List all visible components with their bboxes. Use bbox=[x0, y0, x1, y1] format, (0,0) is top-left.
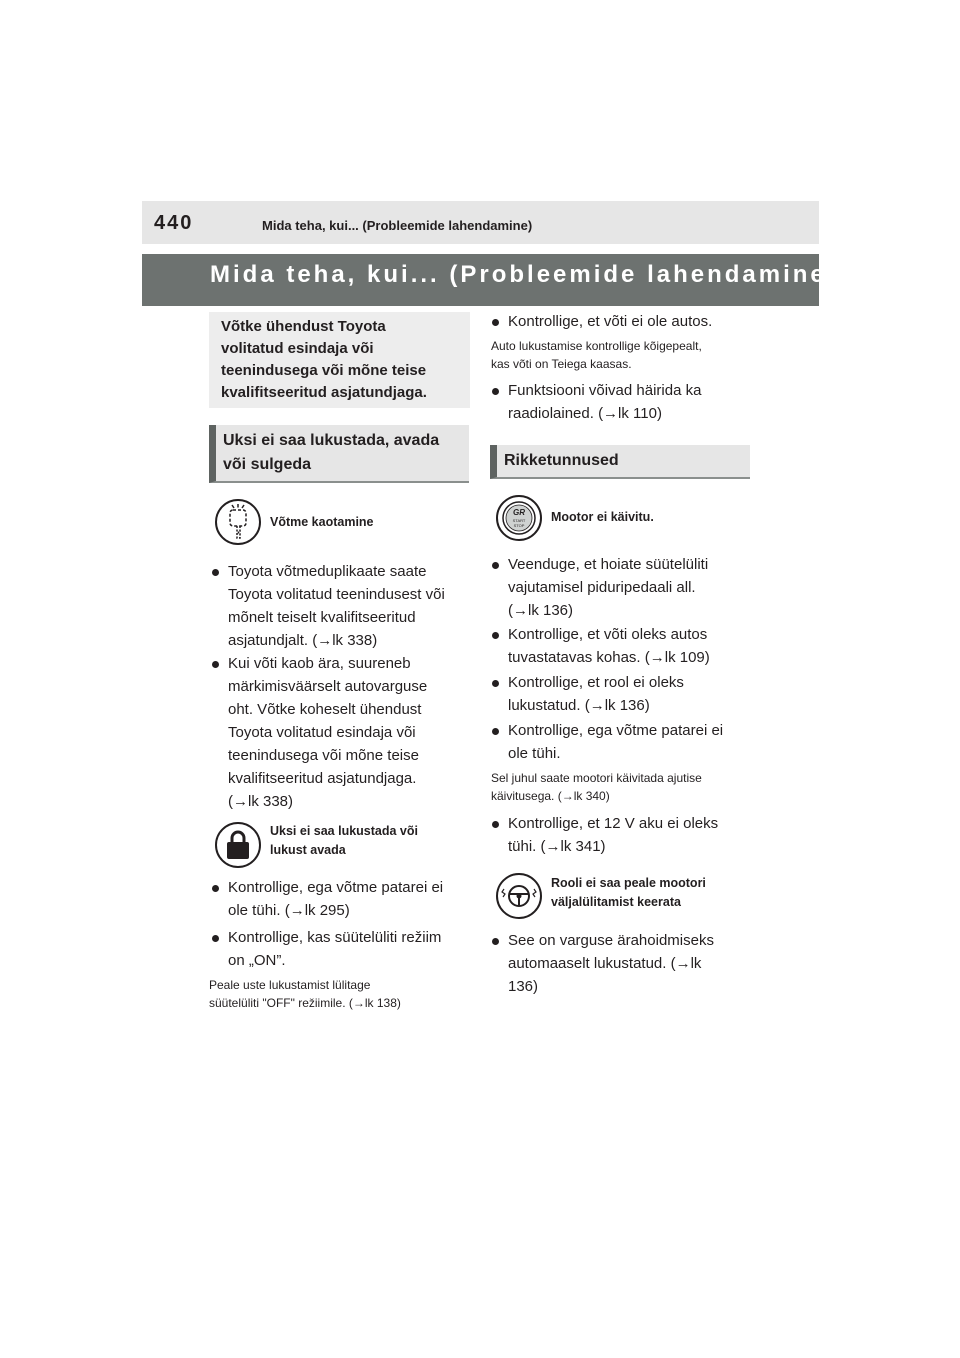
padlock-icon bbox=[215, 822, 261, 868]
svg-text:STOP: STOP bbox=[513, 523, 525, 528]
steering-wheel-lock-icon bbox=[496, 873, 542, 919]
section-heading-doors: Uksi ei saa lukustada, avada või sulgeda bbox=[209, 425, 469, 483]
note-text: Auto lukustamise kontrollige kõigepealt, kas võti on Teiega kaasas. bbox=[491, 339, 702, 371]
item-label-engine-no-start: Mootor ei käivitu. bbox=[551, 510, 654, 524]
svg-text:START: START bbox=[512, 518, 526, 523]
key-icon bbox=[215, 499, 261, 545]
running-title: Mida teha, kui... (Probleemide lahendamine) bbox=[262, 218, 533, 233]
item-label-key-lost: Võtme kaotamine bbox=[270, 515, 374, 529]
note-text: Peale uste lukustamist lülitage süütelüliti "OFF" režiimile. (→lk 138) bbox=[209, 978, 401, 1010]
start-stop-button-icon bbox=[496, 495, 542, 541]
contact-text: Võtke ühendust Toyota volitatud esindaja või teenindusega või mõne teise kvalifitseeritud asjatundjaga. bbox=[221, 318, 427, 401]
section-heading-symptoms: Rikketunnused bbox=[490, 445, 750, 479]
page-number: 440 bbox=[154, 212, 194, 234]
chapter-title: Mida teha, kui... (Probleemide lahendamine) bbox=[210, 261, 838, 288]
svg-text:GR: GR bbox=[513, 508, 525, 517]
item-label-steering-lock: Rooli ei saa peale mootori väljalülitamist keerata bbox=[551, 876, 706, 909]
item-label-doors-lock: Uksi ei saa lukustada või lukust avada bbox=[270, 824, 418, 857]
note-text: Sel juhul saate mootori käivitada ajutise käivitusega. (→lk 340) bbox=[491, 771, 702, 803]
